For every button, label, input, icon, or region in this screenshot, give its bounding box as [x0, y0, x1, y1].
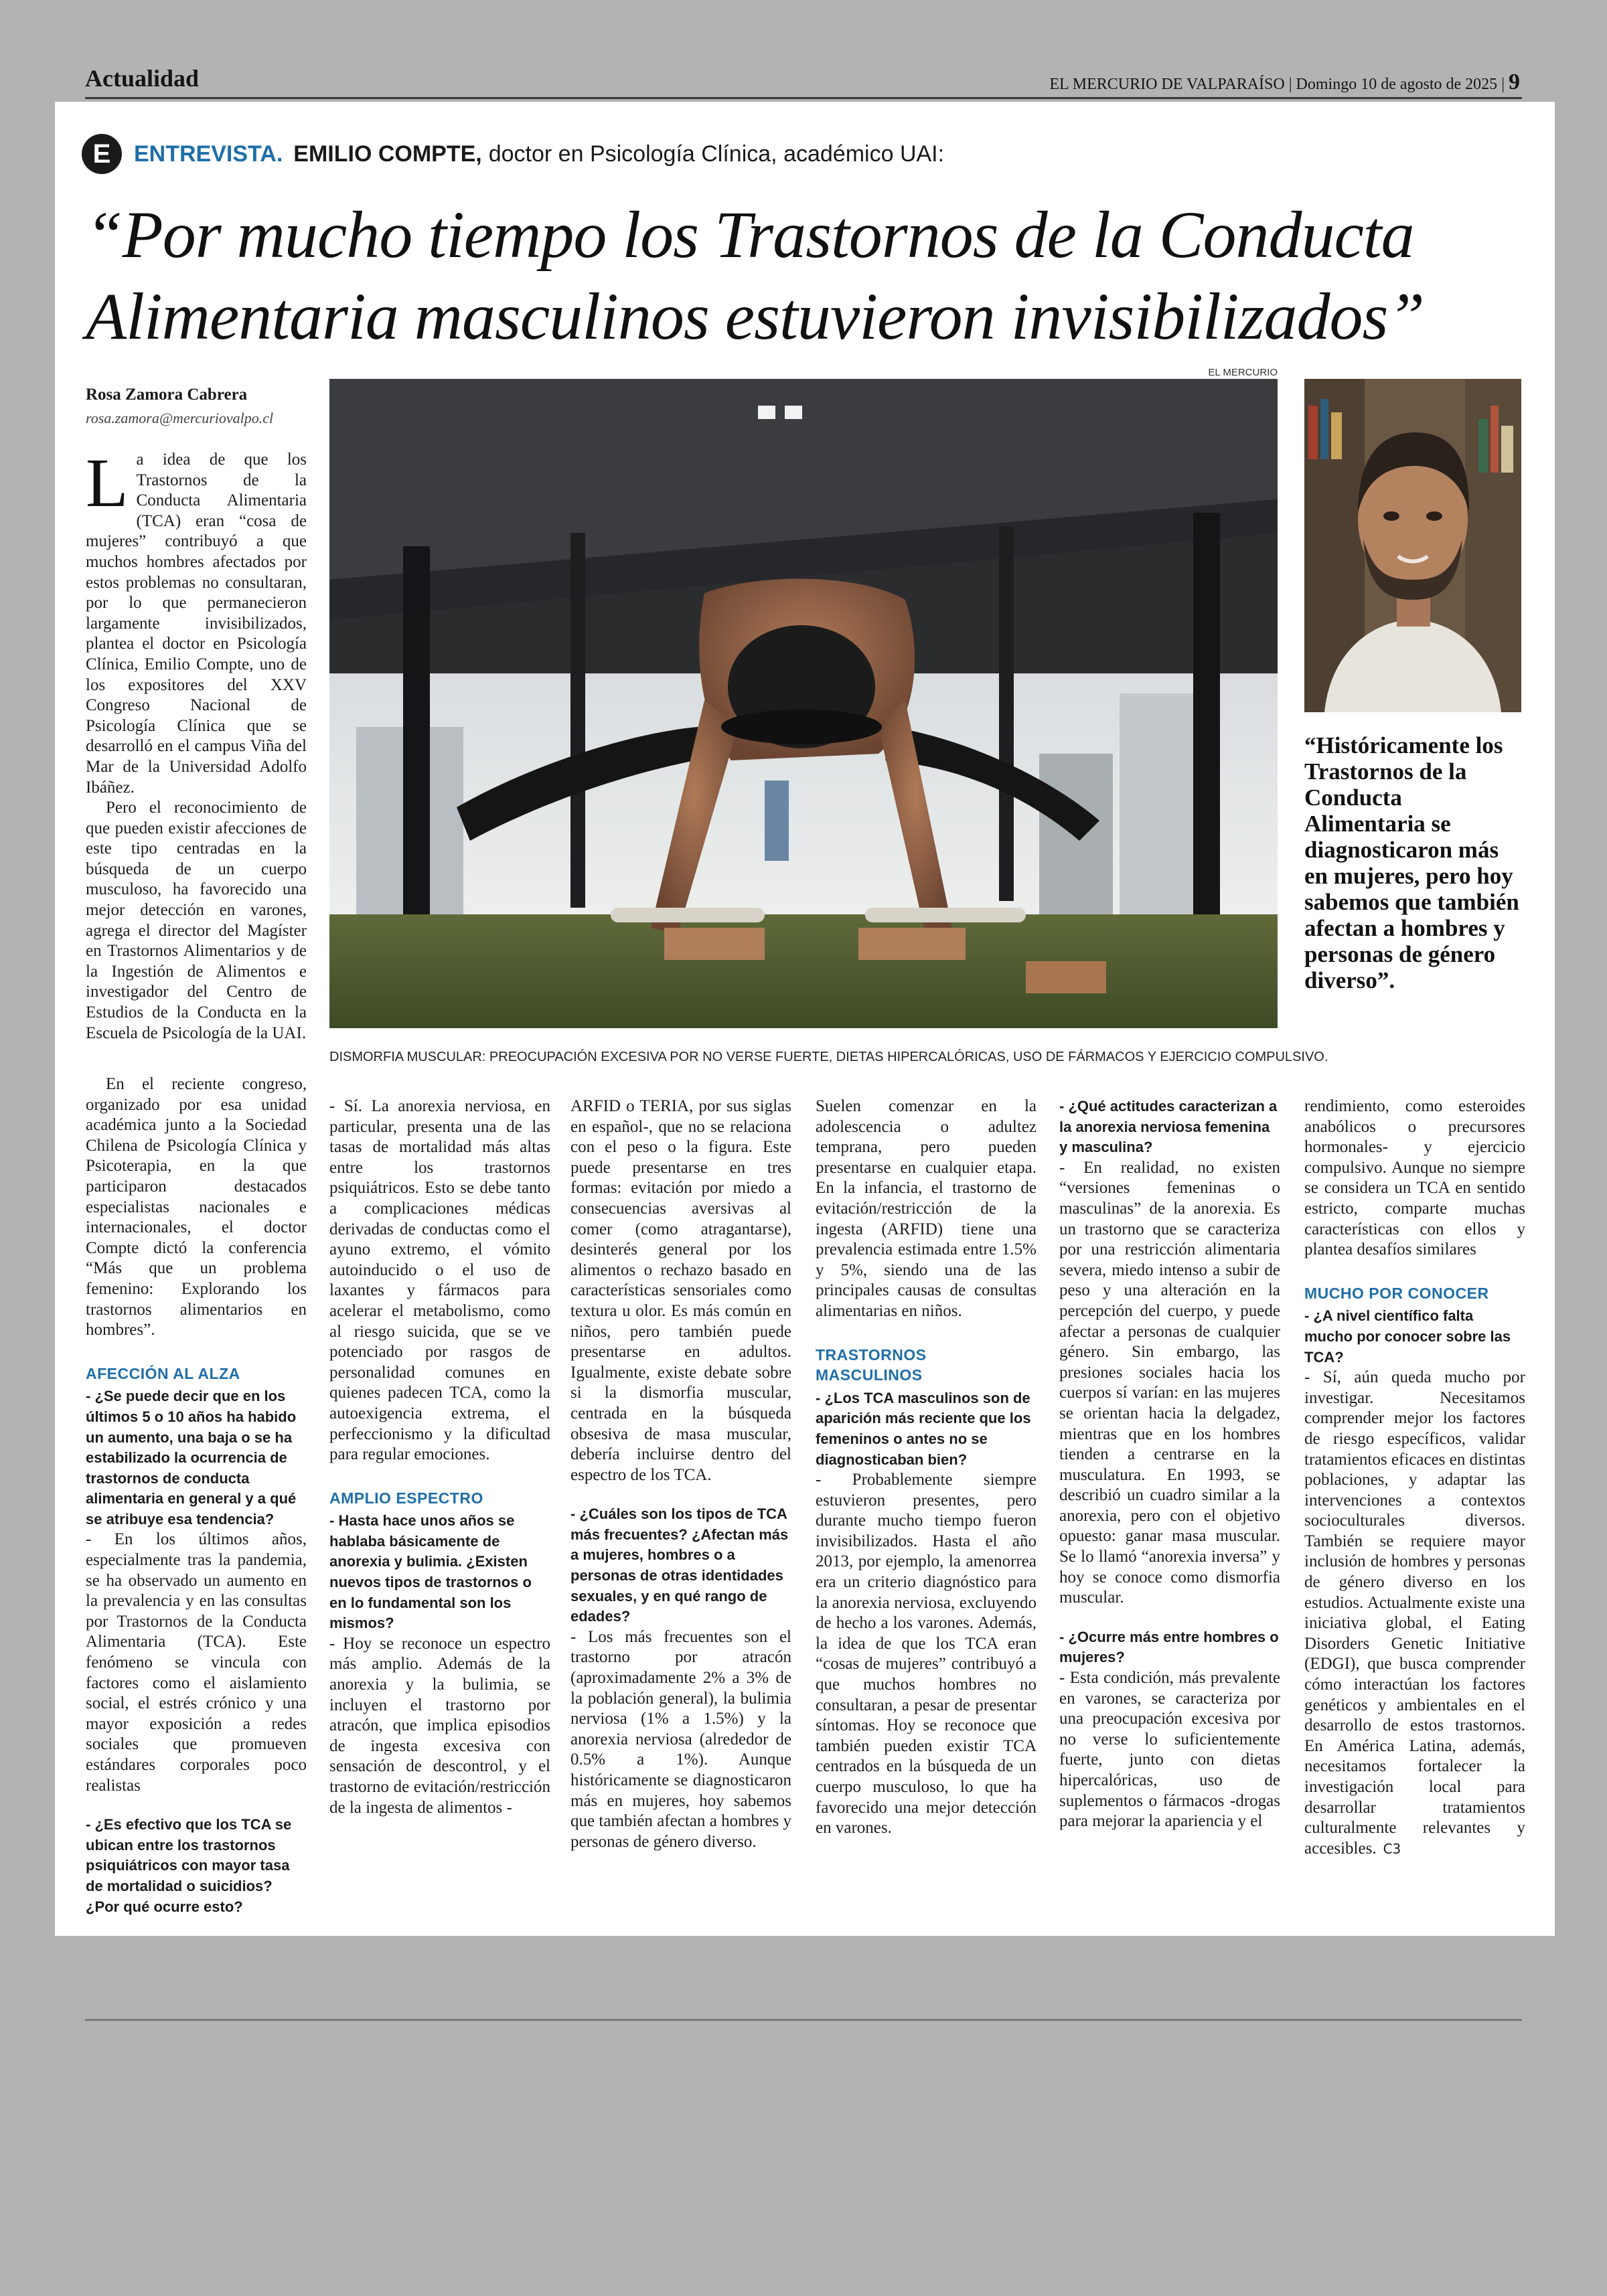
byline-email: rosa.zamora@mercuriovalpo.cl: [86, 410, 274, 426]
header-rule: [85, 97, 1522, 99]
subhead-mucho-por-conocer: MUCHO POR CONOCER: [1304, 1284, 1489, 1302]
interviewee-description: doctor en Psicología Clínica, académico UAI:: [488, 141, 945, 167]
intro-paragraph-2: Pero el reconocimiento de que pueden existir afecciones de este tipo centradas en la búsqueda de un cuerpo musculoso, ha favorecido una mejor detección en varones, agrega el director del Magíster en Trastornos Alimentarios y de la Ingestión de Alimentos e investigador del Centro de Estudios de la Conducta en la Escuela de Psicología de la UAI.: [86, 799, 307, 1042]
answer-3-part-1: - Hoy se reconoce un espectro más amplio. Además de la anorexia y la bulimia, se incluyen el trastorno por atracón, que implica episodios de ingesta excesiva con sensación de descontrol, y el trastorno de evitación/restricción de la ingesta de alimentos -: [329, 1634, 550, 1817]
answer-6: - En realidad, no existen “versiones femeninas o masculinas” de la anorexia. Es un trastorno que se caracteriza por una restricción alimentaria severa, miedo intenso a subir de peso y una alteración en la percepción del cuerpo, y puede afectar a personas de cualquier género. Sin embargo, las presiones sociales hacia los cuerpos sí varían: en las mujeres se orientan hacia la delgadez, mientras que en los hombres tienden a centrarse en la musculatura. En 1993, se describió un cuadro similar a la anorexia, pero con el objetivo opuesto: ganar masa muscular. Se lo llamó “anorexia inversa” y hoy se conoce como dismorfia muscular.: [1059, 1158, 1280, 1607]
photo-credit: EL MERCURIO: [1208, 367, 1278, 378]
intro-paragraph-1-text: a idea de que los Trastornos de la Conducta Alimentaria (TCA) eran “cosa de mujeres” contribuyó a que muchos hombres afectados por estos problemas no consultaran, por lo que permanecieron largamente invisibilizados, plantea el doctor en Psicología Clínica, Emilio Compte, uno de los expositores del XXV Congreso Nacional de Psicología Clínica que se desarrolló en el campus Viña del Mar de la Universidad Adolfo Ibáñez.: [86, 450, 307, 797]
page-number: 9: [1509, 70, 1520, 94]
calisthenics-photo-illustration: [329, 379, 1278, 1028]
answer-4-part-2: Suelen comenzar en la adolescencia o adultez temprana, pero pueden presentarse en cualquier etapa. En la infancia, el trastorno de evitación/restricción de la ingesta (ARFID) tiene una prevalencia estimada entre 1.5% y 5%, siendo una de las principales causas de consultas alimentarias en niños.: [816, 1097, 1037, 1320]
question-8: - ¿A nivel científico falta mucho por conocer sobre las TCA?: [1304, 1307, 1511, 1366]
kicker: [82, 133, 944, 175]
headline: “Por mucho tiempo los Trastornos de la Conducta Alimentaria masculinos estuvieron invisibilizados”: [86, 197, 1425, 353]
article-column-1-lower: [86, 1074, 307, 1917]
end-mark-icon: C3: [1383, 1840, 1401, 1857]
question-3: - Hasta hace unos años se hablaba básicamente de anorexia y bulimia. ¿Existen nuevos tipos de trastornos o en lo fundamental son los mismos?: [329, 1512, 532, 1632]
interviewee-name: EMILIO COMPTE,: [293, 141, 482, 167]
pull-quote: “Históricamente los Trastornos de la Conducta Alimentaria se diagnosticaron más en mujeres, pero hoy sabemos que también afectan a hombres y personas de género diverso”.: [1304, 732, 1519, 993]
answer-5: - Probablemente siempre estuvieron presentes, pero durante mucho tiempo fueron invisibilizados. Hasta el año 2013, por ejemplo, la amenorrea era un criterio diagnóstico para la anorexia nerviosa, excluyendo de hecho a los varones. Además, la idea de que los TCA eran “cosas de mujeres” contribuyó a que muchos hombres no consultaran, a pesar de presentar síntomas. Hoy se reconoce que también pueden existir TCA centrados en la búsqueda de un cuerpo musculoso, lo que ha favorecido una mejor detección en varones.: [816, 1471, 1037, 1837]
subhead-afeccion: AFECCIÓN AL ALZA: [86, 1364, 240, 1382]
section-label: Actualidad: [85, 65, 200, 92]
answer-2: - Sí. La anorexia nerviosa, en particular, presenta una de las tasas de mortalidad más altas entre los trastornos psiquiátricos. Esto se debe tanto a complicaciones médicas derivadas de conductas como el ayuno extremo, el vómito autoinducido o el uso de laxantes y fármacos para acelerar el metabolismo, como al riesgo suicida, que se ve potenciado por rasgos de personalidad comunes en quienes padecen TCA, como la autoexigencia extrema, el perfeccionismo y la dificultad para regular emociones.: [329, 1097, 550, 1464]
drop-cap: L: [86, 444, 129, 521]
intro-paragraph-3: En el reciente congreso, organizado por esa unidad académica junto a la Sociedad Chilena de Psicología Clínica y Psicoterapia, en la que participaron destacados especialistas nacionales e internacionales, el doctor Compte dictó la conferencia “Más que un problema femenino: Explorando los trastornos alimentarios en hombres”.: [86, 1075, 307, 1339]
answer-8-text: - Sí, aún queda mucho por investigar. Necesitamos comprender mejor los factores de riesgo específicos, validar tratamientos eficaces en distintas poblaciones, y adaptar las intervenciones a contextos socioculturales diversos. También se requiere mayor inclusión de hombres y personas de género diverso en los estudios. Actualmente existe una iniciativa global, el Eating Disorders Genetic Initiative (EDGI), que busca comprender cómo interactúan los factores genéticos y ambientales en el desarrollo de estos trastornos. En América Latina, además, necesitamos fortalecer la investigación local para desarrollar tratamientos culturalmente relevantes y accesibles.: [1304, 1368, 1525, 1858]
main-photo: [329, 379, 1278, 1028]
article-column-4: [816, 1096, 1037, 1839]
kicker-label: ENTREVISTA.: [134, 141, 283, 167]
portrait-photo: [1304, 379, 1521, 712]
question-7: - ¿Ocurre más entre hombres o mujeres?: [1059, 1628, 1279, 1666]
answer-7-part-1: - Esta condición, más prevalente en varones, se caracteriza por una preocupación excesiva por no verse lo suficientemente fuerte, junto con dietas hipercalóricas, uso de suplementos o fármacos -drogas para mejorar la apariencia y el: [1059, 1669, 1280, 1831]
question-1: - ¿Se puede decir que en los últimos 5 o 10 años ha habido un aumento, una baja o se ha estabilizado la ocurrencia de trastornos de conducta alimentaria en general y a qué se atribuye esa tendencia?: [86, 1388, 297, 1528]
interview-badge-icon: E: [82, 134, 122, 174]
article-column-6: [1304, 1096, 1525, 1859]
answer-4-part-1: - Los más frecuentes son el trastorno por atracón (aproximadamente 2% a 3% de la población general), la bulimia nerviosa (1% a 1.5%) y la anorexia nerviosa (alrededor de 0.5% a 1%). Aunque históricamente se diagnosticaron más en mujeres, hoy sabemos que también afectan a hombres y personas de género diverso.: [570, 1627, 791, 1851]
question-5: - ¿Los TCA masculinos son de aparición más reciente que los femeninos o antes no se diagnosticaban bien?: [816, 1389, 1031, 1468]
photo-caption: DISMORFIA MUSCULAR: PREOCUPACIÓN EXCESIVA POR NO VERSE FUERTE, DIETAS HIPERCALÓRICAS, USO DE FÁRMACOS Y EJERCICIO COMPULSIVO.: [329, 1050, 1328, 1064]
article-column-1: [86, 444, 307, 1044]
article-column-3: [570, 1096, 791, 1852]
interviewee-portrait-illustration: [1304, 379, 1521, 712]
question-6: - ¿Qué actitudes caracterizan a la anorexia nerviosa femenina y masculina?: [1059, 1098, 1278, 1156]
subhead-amplio-espectro: AMPLIO ESPECTRO: [329, 1489, 483, 1507]
answer-3-part-2: ARFID o TERIA, por sus siglas en español-, que no se relaciona con el peso o la figura. Este puede presentarse en tres formas: evitación por miedo a consecuencias aversivas al comer (como atragantarse), desinterés general por los alimentos o rechazo basado en características sensoriales como textura u olor. Es más común en niños, pero también puede presentarse en adultos. Igualmente, existe debate sobre si la dismorfia muscular, centrada en la búsqueda obsesiva de masa muscular, debería incluirse dentro del espectro de los TCA.: [570, 1097, 791, 1484]
page-header: [0, 0, 1607, 100]
question-2: - ¿Es efectivo que los TCA se ubican entre los trastornos psiquiátricos con mayor tasa de mortalidad o suicidios? ¿Por qué ocurre esto?: [86, 1816, 292, 1915]
publication-date: Domingo 10 de agosto de 2025: [1296, 76, 1498, 93]
folio-separator: |: [1501, 76, 1509, 93]
folio-separator: |: [1288, 76, 1296, 93]
question-4: - ¿Cuáles son los tipos de TCA más frecuentes? ¿Afectan más a mujeres, hombres o a personas de otras identidades sexuales, y en qué rango de edades?: [570, 1505, 789, 1625]
folio: [1049, 70, 1520, 95]
answer-1: - En los últimos años, especialmente tras la pandemia, se ha observado un aumento en la prevalencia y en las consultas por Trastornos de la Conducta Alimentaria (TCA). Este fenómeno se vincula con factores como el aislamiento social, el estrés crónico y una mayor exposición a redes sociales que promueven estándares corporales poco realistas: [86, 1530, 307, 1795]
answer-8: [1304, 1368, 1525, 1859]
publication-name: EL MERCURIO DE VALPARAÍSO: [1049, 76, 1285, 93]
byline-author: Rosa Zamora Cabrera: [86, 386, 248, 404]
subhead-trastornos-masculinos: TRASTORNOS MASCULINOS: [816, 1345, 927, 1384]
article-column-2: [329, 1096, 550, 1818]
article-column-5: [1059, 1096, 1280, 1832]
intro-paragraph-1: [86, 444, 307, 798]
answer-7-part-2: rendimiento, como esteroides anabólicos o precursores hormonales- y ejercicio compulsivo. Aunque no siempre se considera un TCA en sentido estricto, comparte muchas características con ellos y plantea desafíos similares: [1304, 1097, 1525, 1259]
bottom-rule: [85, 2019, 1522, 2021]
